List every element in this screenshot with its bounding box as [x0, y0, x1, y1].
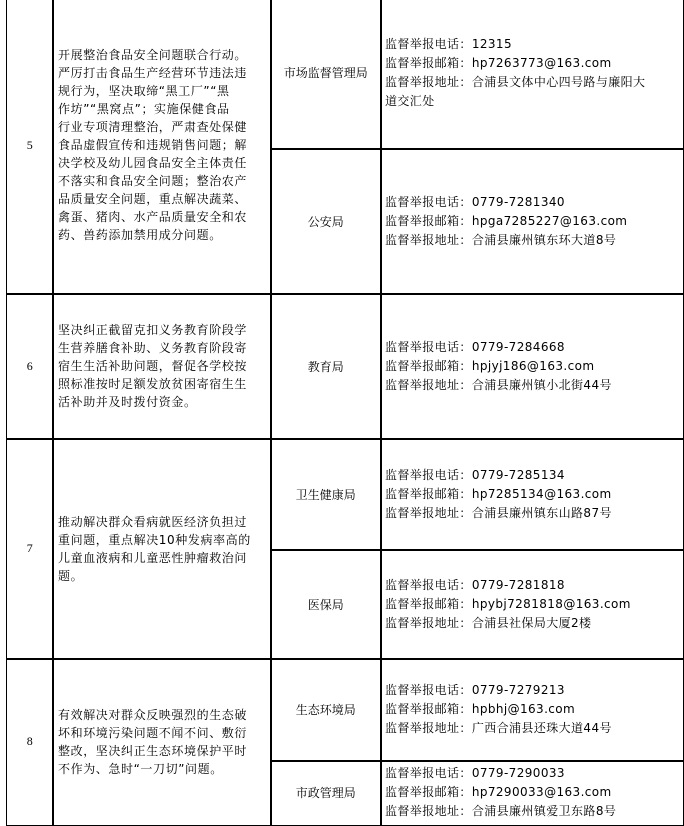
phone-line-label: 监督举报电话： — [385, 339, 472, 354]
email-line-value[interactable]: hp7290033@163.com — [471, 785, 612, 800]
row-number-text: 8 — [26, 734, 33, 749]
address-line — [385, 376, 612, 395]
address-line — [385, 73, 645, 92]
address-line — [385, 231, 627, 250]
task-description — [52, 658, 272, 826]
contact-info — [380, 658, 684, 762]
description-line: 严厉打击食品生产经营环节违法违 — [58, 66, 248, 81]
email-line — [385, 357, 612, 376]
address-line-value: 合浦县廉州镇东环大道8号 — [471, 232, 617, 247]
email-line-value[interactable]: hp7263773@163.com — [471, 55, 612, 70]
phone-line — [385, 193, 627, 212]
address-line-label: 监督举报地址： — [385, 74, 472, 89]
email-line-label: 监督举报邮箱： — [385, 213, 472, 228]
address-line — [385, 614, 631, 633]
description-line: 题。 — [58, 568, 84, 583]
department-name — [270, 0, 382, 150]
phone-line-value: 12315 — [471, 36, 512, 51]
row-number — [6, 658, 54, 826]
contact-info — [380, 760, 684, 826]
address-line — [385, 719, 612, 738]
description-line: 不落实和食品安全问题；整治农产 — [58, 174, 248, 189]
address-line-label: 监督举报地址： — [385, 615, 472, 630]
description-line: 不作为、急时“一刀切”问题。 — [58, 761, 223, 776]
description-line: 品质量安全问题，重点解决蔬菜、 — [58, 192, 248, 207]
email-line — [385, 595, 631, 614]
email-line — [385, 700, 612, 719]
phone-line-value: 0779-7281818 — [471, 577, 565, 592]
email-line-value[interactable]: hpbhj@163.com — [471, 702, 576, 717]
address-line — [385, 802, 616, 821]
phone-line-label: 监督举报电话： — [385, 577, 472, 592]
description-line: 活补助并及时拨付资金。 — [58, 395, 197, 410]
department-label: 市政管理局 — [295, 786, 356, 801]
row-number — [6, 438, 54, 660]
description-line: 照标准按时足额发放贫困寄宿生生 — [58, 377, 248, 392]
phone-line-label: 监督举报电话： — [385, 683, 472, 698]
description-line: 开展整治食品安全问题联合行动。 — [58, 48, 248, 63]
address-line-value: 合浦县廉州镇小北街44号 — [471, 377, 612, 392]
row-number — [6, 0, 54, 295]
task-description — [52, 0, 272, 295]
row-number-text: 5 — [26, 137, 33, 152]
contact-info — [380, 549, 684, 660]
description-line: 坚决纠正截留克扣义务教育阶段学 — [58, 323, 248, 338]
contact-info — [380, 0, 684, 150]
description-line: 重问题，重点解决10种发病率高的 — [58, 532, 251, 547]
email-line-label: 监督举报邮箱： — [385, 596, 472, 611]
email-line-value[interactable]: hpga7285227@163.com — [471, 213, 628, 228]
email-line-label: 监督举报邮箱： — [385, 358, 472, 373]
address-continuation: 道交汇处 — [385, 93, 435, 108]
phone-line — [385, 466, 612, 485]
description-line: 宿生生活补助问题，督促各学校按 — [58, 359, 248, 374]
description-line: 禽蛋、猪肉、水产品质量安全和农 — [58, 210, 248, 225]
department-label: 生态环境局 — [295, 703, 356, 718]
description-line: 推动解决群众看病就医经济负担过 — [58, 514, 248, 529]
address-line-value: 合浦县廉州镇爱卫东路8号 — [471, 804, 617, 819]
phone-line — [385, 35, 645, 54]
phone-line-label: 监督举报电话： — [385, 194, 472, 209]
phone-line — [385, 576, 631, 595]
address-line-label: 监督举报地址： — [385, 505, 472, 520]
address-line-label: 监督举报地址： — [385, 804, 472, 819]
row-number — [6, 293, 54, 440]
description-line: 规行为，坚决取缔“黑工厂”“黑 — [58, 84, 230, 99]
phone-line-value: 0779-7284668 — [471, 339, 565, 354]
phone-line-label: 监督举报电话： — [385, 467, 472, 482]
email-line — [385, 783, 616, 802]
description-line: 生营养膳食补助、义务教育阶段寄 — [58, 341, 248, 356]
task-description — [52, 293, 272, 440]
department-label: 市场监督管理局 — [283, 66, 368, 81]
contact-info — [380, 438, 684, 551]
department-label: 教育局 — [307, 359, 344, 374]
description-line: 儿童血液病和儿童恶性肿瘤救治问 — [58, 550, 248, 565]
contact-info — [380, 148, 684, 295]
address-line-value: 合浦县社保局大厦2楼 — [471, 615, 592, 630]
email-line-value[interactable]: hpjyj186@163.com — [471, 358, 595, 373]
email-line — [385, 54, 645, 73]
address-line-value: 广西合浦县还珠大道44号 — [471, 721, 612, 736]
email-line-label: 监督举报邮箱： — [385, 785, 472, 800]
phone-line — [385, 681, 612, 700]
department-name — [270, 438, 382, 551]
row-number-text: 7 — [26, 541, 33, 556]
address-line-label: 监督举报地址： — [385, 377, 472, 392]
address-line-label: 监督举报地址： — [385, 721, 472, 736]
email-line — [385, 212, 627, 231]
task-description — [52, 438, 272, 660]
phone-line-label: 监督举报电话： — [385, 766, 472, 781]
address-line — [385, 504, 612, 523]
email-line-value[interactable]: hpybj7281818@163.com — [471, 596, 631, 611]
department-name — [270, 148, 382, 295]
department-label: 卫生健康局 — [295, 487, 356, 502]
email-line-label: 监督举报邮箱： — [385, 702, 472, 717]
email-line — [385, 485, 612, 504]
email-line-label: 监督举报邮箱： — [385, 486, 472, 501]
phone-line-label: 监督举报电话： — [385, 36, 472, 51]
phone-line — [385, 338, 612, 357]
email-line-value[interactable]: hp7285134@163.com — [471, 486, 612, 501]
department-label: 公安局 — [307, 214, 344, 229]
phone-line-value: 0779-7285134 — [471, 467, 565, 482]
department-name — [270, 760, 382, 826]
description-line: 整改，坚决纠正生态环境保护平时 — [58, 743, 248, 758]
address-line-value: 合浦县文体中心四号路与廉阳大 — [471, 74, 646, 89]
description-line: 决学校及幼儿园食品安全主体责任 — [58, 156, 248, 171]
phone-line — [385, 764, 616, 783]
contact-info — [380, 293, 684, 440]
department-label: 医保局 — [307, 597, 344, 612]
email-line-label: 监督举报邮箱： — [385, 55, 472, 70]
description-line: 药、兽药添加禁用成分问题。 — [58, 228, 222, 243]
address-line-label: 监督举报地址： — [385, 232, 472, 247]
description-line: 坏和环境污染问题不闻不问、敷衍 — [58, 725, 248, 740]
phone-line-value: 0779-7281340 — [471, 194, 565, 209]
phone-line-value: 0779-7290033 — [471, 766, 565, 781]
department-name — [270, 549, 382, 660]
department-name — [270, 293, 382, 440]
department-name — [270, 658, 382, 762]
description-line: 食品虚假宣传和违规销售问题；解 — [58, 138, 248, 153]
description-line: 行业专项清理整治，严肃查处保健 — [58, 120, 248, 135]
row-number-text: 6 — [26, 358, 33, 373]
address-line-value: 合浦县廉州镇东山路87号 — [471, 505, 612, 520]
description-line: 有效解决对群众反映强烈的生态破 — [58, 707, 248, 722]
phone-line-value: 0779-7279213 — [471, 683, 565, 698]
description-line: 作坊”“黑窝点”；实施保健食品 — [58, 102, 230, 117]
